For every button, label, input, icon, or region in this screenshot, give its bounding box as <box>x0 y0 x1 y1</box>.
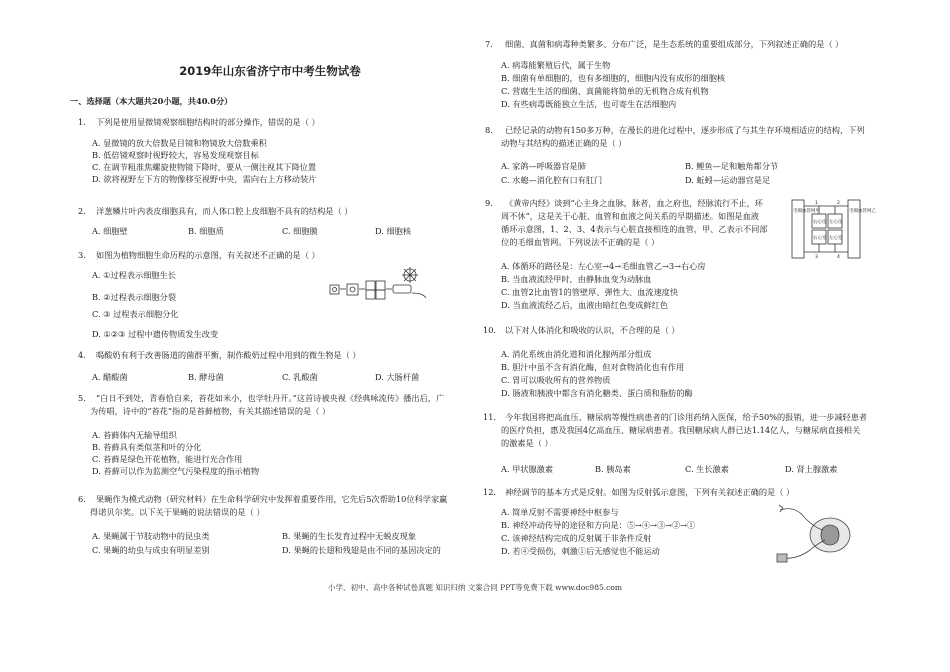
section-heading: 一、选择题（本大题共20小题，共40.0分） <box>70 96 233 106</box>
option-b: B. 神经冲动传导的途径和方向是：⑤→④→③→②→① <box>501 520 696 530</box>
question-stem: 已经记录的动物有150多万种，在漫长的进化过程中，逐步形成了与其生存环境相适应的结构，下列 <box>505 125 865 135</box>
question-number: 6. <box>78 494 86 504</box>
option-c: C. 乳酸菌 <box>282 372 318 382</box>
option-c: C. 胃可以吸收所有的营养物质 <box>501 375 611 385</box>
question-stem: 喝酸奶有利于改善肠道的菌群平衡，制作酸奶过程中用到的微生物是（ ） <box>96 350 361 360</box>
option-b: B. 低倍镜观察时视野较大，容易发现观察目标 <box>92 150 259 160</box>
question-stem: 的激素是（ ） <box>501 438 553 448</box>
exam-title: 2019年山东省济宁市中考生物试卷 <box>179 64 361 78</box>
option-a: A. 显微镜的放大倍数是目镜和物镜放大倍数乘积 <box>92 138 267 148</box>
option-a: A. 病毒能繁殖后代，属于生物 <box>501 60 611 70</box>
question-stem: 细菌、真菌和病毒种类繁多、分布广泛，是生态系统的重要组成部分，下列叙述正确的是（ ） <box>505 39 844 49</box>
option-a: A. 醋酸菌 <box>92 372 128 382</box>
question-number: 1. <box>78 117 86 127</box>
question-stem: 为传唱，诗中的“苔花”指的是苔藓植物，有关其描述错误的是（ ） <box>90 406 331 416</box>
option-b: B. ②过程表示细胞分裂 <box>92 292 177 302</box>
question-stem: 如图为植物细胞生命历程的示意图，有关叙述不正确的是（ ） <box>96 250 320 260</box>
diagram-label-right-ventricle: 右心室 <box>813 236 827 241</box>
option-d: D. 蚯蚓—运动器官是足 <box>685 175 771 185</box>
option-c: C. 生长激素 <box>685 464 729 474</box>
option-c: C. 该神经结构完成的反射属于非条件反射 <box>501 533 652 543</box>
question-stem: 得诺贝尔奖。以下关于果蝇的说法错误的是（ ） <box>90 507 265 517</box>
option-c: C. 水螅—消化腔有口有肛门 <box>501 175 603 185</box>
question-number: 5. <box>78 393 86 403</box>
question-stem: 循环示意图，1、2、3、4表示与心脏直接相连的血管，甲、乙表示不同部 <box>501 224 768 234</box>
cell-division-diagram <box>328 265 438 305</box>
question-stem: “白日不到处，青春恰自来，苔花如米小，也学牡丹开。”这首诗被央视《经典咏流传》播出后，广 <box>96 393 445 403</box>
question-number: 12. <box>483 487 497 497</box>
diagram-label-vessel-2: 2 <box>837 201 840 206</box>
option-b: B. 酵母菌 <box>188 372 224 382</box>
question-stem: 下列是使用显微镜观察细胞结构时的部分操作，错误的是（ ） <box>96 117 320 127</box>
option-b: B. 细胞质 <box>188 226 224 236</box>
option-a: A. 体循环的路径是：左心室→4→毛细血管乙→3→右心房 <box>501 261 706 271</box>
page-footer: 小学、初中、高中各种试卷真题 知识归纳 文案合同 PPT等免费下载 www.doc985.com <box>328 583 622 592</box>
question-stem: 动物与其结构的描述正确的是（ ） <box>501 138 627 148</box>
diagram-label-left-ventricle: 左心室 <box>829 236 843 241</box>
option-c: C. 在调节粗准焦螺旋使物镜下降时，要从一侧注视其下降位置 <box>92 162 317 172</box>
option-b: B. 细菌有单细胞的，也有多细胞的，细胞内没有成形的细胞核 <box>501 73 726 83</box>
diagram-label-vessel-1: 1 <box>815 201 818 206</box>
option-d: D. 苔藓可以作为监测空气污染程度的指示植物 <box>92 466 260 476</box>
question-number: 11. <box>483 412 497 422</box>
question-stem: 洋葱鳞片叶内表皮细胞具有，而人体口腔上皮细胞不具有的结构是（ ） <box>96 206 353 216</box>
option-b: B. 当血液流经甲时，由静脉血变为动脉血 <box>501 274 652 284</box>
question-stem: 今年我国将把高血压、糖尿病等慢性病患者的门诊用药纳入医保，给予50%的报销，进一步减轻患者 <box>505 412 868 422</box>
option-b: B. 果蝇的生长发育过程中无蜕皮现象 <box>282 531 417 541</box>
question-number: 3. <box>78 250 86 260</box>
question-stem: 位的毛细血管网。下列说法不正确的是（ ） <box>501 237 660 247</box>
question-number: 10. <box>483 325 497 335</box>
option-b: B. 鲤鱼—足和触角都分节 <box>685 161 779 171</box>
question-stem: 以下对人体消化和吸收的认识，不合理的是（ ） <box>505 325 680 335</box>
option-d: D. ①②③ 过程中遗传物质发生改变 <box>92 329 219 339</box>
option-b: B. 苔藓具有类似茎和叶的分化 <box>92 442 202 452</box>
option-a: A. 细胞壁 <box>92 226 128 236</box>
option-d: D. 大肠杆菌 <box>375 372 420 382</box>
option-a: A. 苔藓体内无输导组织 <box>92 430 177 440</box>
option-b: B. 胆汁中虽不含有消化酶，但对食物消化也有作用 <box>501 362 685 372</box>
question-stem: 的医疗负担，惠及我国4亿高血压、糖尿病患者。我国糖尿病人群已达1.14亿人，与糖尿病直接相关 <box>501 425 861 435</box>
reflex-arc-diagram <box>775 500 865 565</box>
option-d: D. 肠液和胰液中都含有消化糖类、蛋白质和脂肪的酶 <box>501 388 693 398</box>
option-d: D. 若④受损伤，刺激①后无感觉也不能运动 <box>501 546 660 556</box>
option-c: C. 细胞膜 <box>282 226 318 236</box>
question-stem: 周不休”，这是关于心脏、血管和血液之间关系的早期描述。如图是血液 <box>501 211 759 221</box>
diagram-label-left-atrium: 左心房 <box>829 220 843 225</box>
blood-circulation-diagram <box>790 192 876 264</box>
option-a: A. 甲状腺激素 <box>501 464 554 474</box>
option-c: C. 果蝇的幼虫与成虫有明显差别 <box>92 545 210 555</box>
option-d: D. 有些病毒既能独立生活，也可寄生在活细胞内 <box>501 99 677 109</box>
option-c: C. 营腐生生活的细菌、真菌能将简单的无机物合成有机物 <box>501 86 709 96</box>
question-stem: 神经调节的基本方式是反射。如图为反射弧示意图，下列有关叙述正确的是（ ） <box>505 487 795 497</box>
option-a: A. 家鸽—呼吸器官是肺 <box>501 161 586 171</box>
option-a: A. 消化系统由消化道和消化腺两部分组成 <box>501 349 652 359</box>
option-b: B. 胰岛素 <box>595 464 631 474</box>
question-stem: 果蝇作为模式动物（研究材料）在生命科学研究中发挥着重要作用，它先后5次帮助10位科学家赢 <box>96 494 448 504</box>
option-c: C. 苔藓是绿色开花植物，能进行光合作用 <box>92 454 243 464</box>
option-d: D. 当血液流经乙后，血液由暗红色变成鲜红色 <box>501 300 669 310</box>
question-stem: 《黄帝内经》谈到“心主身之血脉，脉者，血之府也，经脉流行不止，环 <box>505 198 763 208</box>
question-number: 9. <box>485 198 493 208</box>
option-c: C. 血管2比血管1的管壁厚、弹性大、血流速度快 <box>501 287 679 297</box>
question-number: 8. <box>485 125 493 135</box>
option-d: D. 果蝇的长翅和残翅是由不同的基因决定的 <box>282 545 441 555</box>
option-d: D. 欲将视野左下方的物像移至视野中央，需向右上方移动装片 <box>92 174 317 184</box>
diagram-label-vessel-3: 3 <box>815 255 818 260</box>
question-number: 2. <box>78 206 86 216</box>
diagram-label-capillary-b: 毛细血管网乙 <box>849 209 876 214</box>
diagram-label-capillary-a: 毛细血管网甲 <box>793 209 820 214</box>
diagram-label-vessel-4: 4 <box>837 255 840 260</box>
option-a: A. ①过程表示细胞生长 <box>92 270 176 280</box>
diagram-label-right-atrium: 右心房 <box>813 220 827 225</box>
option-a: A. 果蝇属于节肢动物中的昆虫类 <box>92 531 210 541</box>
question-number: 7. <box>485 39 493 49</box>
option-d: D. 肾上腺激素 <box>785 464 838 474</box>
question-number: 4. <box>78 350 86 360</box>
option-c: C. ③ 过程表示细胞分化 <box>92 309 179 319</box>
option-a: A. 简单反射不需要神经中枢参与 <box>501 507 619 517</box>
option-d: D. 细胞核 <box>375 226 412 236</box>
